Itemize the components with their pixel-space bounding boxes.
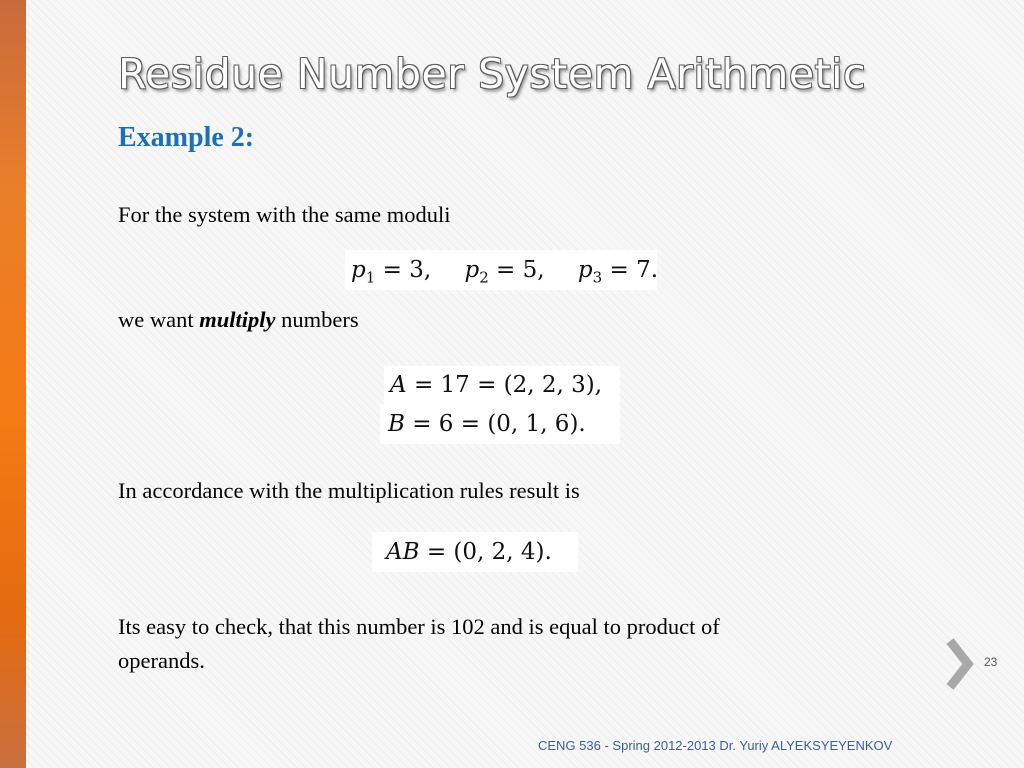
text-line-check-1: Its easy to check, that this number is 102 and is equal to product of [118, 614, 720, 639]
equation-a: A = 17 = (2, 2, 3), [384, 366, 620, 404]
equation-b: B = 6 = (0, 1, 6). [380, 404, 620, 444]
emphasis-multiply: multiply [199, 307, 276, 332]
slide-title: Residue Number System Arithmetic [118, 50, 867, 98]
side-accent-bar [0, 0, 26, 768]
example-heading: Example 2: [118, 122, 255, 153]
moduli-equation: $p_1 = 3$, $p_2 = 5$, $p_3 = 7$. [345, 250, 657, 290]
text-line-multiply: we want multiply numbers [118, 307, 359, 332]
text-line-moduli: For the system with the same moduli [118, 202, 451, 227]
text-line-check-2: operands. [118, 648, 205, 673]
text-line-result: In accordance with the multiplication rules result is [118, 478, 580, 503]
page-number: 23 [984, 655, 998, 669]
chevron-right-icon [944, 636, 974, 692]
equation-ab: AB = (0, 2, 4). [372, 532, 578, 572]
slide-footer: CENG 536 - Spring 2012-2013 Dr. Yuriy ALYEKSYEYENKOV [538, 738, 893, 753]
